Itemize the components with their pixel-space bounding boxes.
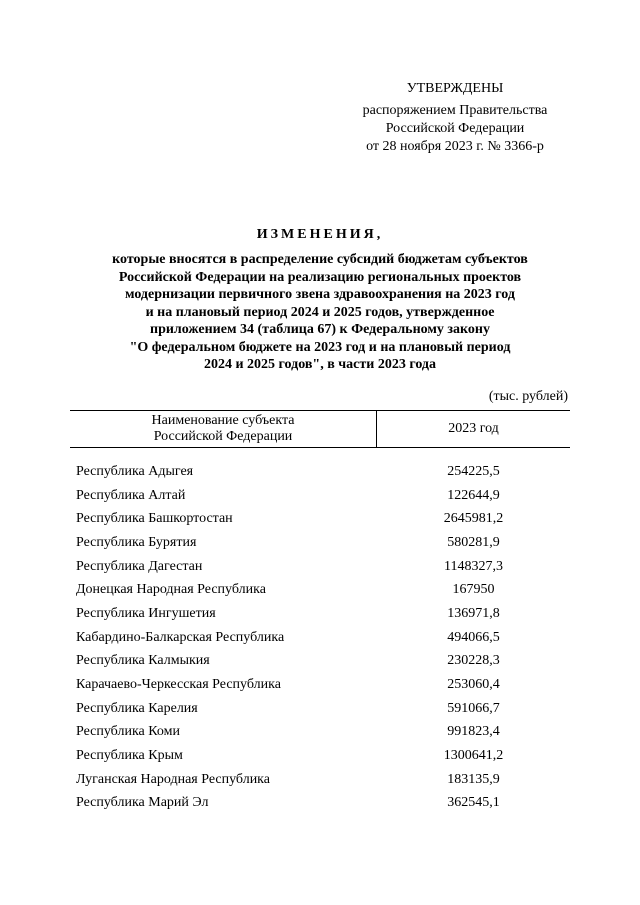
- subtitle-line: 2024 и 2025 годов", в части 2023 года: [203, 357, 437, 372]
- subject-name: Донецкая Народная Республика: [76, 582, 266, 598]
- subject-value: 591066,7: [447, 700, 500, 716]
- table-body: [70, 460, 570, 815]
- table-row: [70, 744, 570, 768]
- subject-value: 183135,9: [447, 771, 500, 787]
- table-row: [70, 721, 570, 745]
- subject-name: Республика Дагестан: [76, 558, 203, 574]
- subject-value: 2645981,2: [443, 511, 504, 527]
- subject-name: Карачаево-Черкесская Республика: [76, 677, 281, 693]
- subject-name: Республика Крым: [76, 748, 183, 764]
- subtitle-line: Российской Федерации на реализацию региональных проектов: [118, 269, 522, 285]
- subject-name: Луганская Народная Республика: [76, 771, 270, 787]
- subtitle-line: и на плановый период 2024 и 2025 годов, утвержденное: [145, 304, 495, 320]
- document-subtitle: [70, 251, 570, 374]
- subject-name: Республика Бурятия: [76, 534, 197, 550]
- subject-value: 167950: [452, 582, 495, 598]
- table-row: [70, 792, 570, 816]
- header-subject-line: Наименование субъекта: [151, 413, 295, 428]
- units-label: (тыс. рублей): [488, 389, 568, 404]
- subject-name: Кабардино-Балкарская Республика: [76, 629, 285, 645]
- table-row: [70, 768, 570, 792]
- document-title: ИЗМЕНЕНИЯ,: [256, 227, 384, 242]
- table-row: [70, 650, 570, 674]
- subtitle-line: "О федеральном бюджете на 2023 год и на плановый период: [129, 339, 511, 355]
- subject-value: 362545,1: [447, 795, 500, 811]
- subject-name: Республика Башкортостан: [76, 511, 233, 527]
- subtitle-line: приложением 34 (таблица 67) к Федеральному закону: [150, 322, 490, 337]
- subject-value: 580281,9: [447, 534, 500, 550]
- subtitle-line: которые вносятся в распределение субсидий бюджетам субъектов: [112, 252, 528, 267]
- subject-name: Республика Калмыкия: [76, 653, 210, 669]
- approval-block: [340, 80, 570, 156]
- table-row: [70, 602, 570, 626]
- subject-name: Республика Марий Эл: [76, 795, 209, 811]
- table-row: [70, 578, 570, 602]
- header-subject-line: Российской Федерации: [153, 429, 293, 444]
- table-row: [70, 626, 570, 650]
- subject-value: 1148327,3: [444, 558, 503, 574]
- subtitle-line: модернизации первичного звена здравоохранения на 2023 год: [124, 287, 515, 302]
- approval-heading: УТВЕРЖДЕНЫ: [406, 81, 504, 96]
- approval-line: Российской Федерации: [385, 121, 525, 136]
- subject-value: 253060,4: [447, 677, 500, 693]
- subject-value: 991823,4: [447, 724, 500, 740]
- table-row: [70, 507, 570, 531]
- header-year: 2023 год: [448, 421, 499, 436]
- subject-name: Республика Ингушетия: [76, 605, 216, 621]
- subject-name: Республика Коми: [76, 724, 180, 740]
- table-row: [70, 531, 570, 555]
- table-row: [70, 697, 570, 721]
- table-row: [70, 673, 570, 697]
- subject-value: 254225,5: [447, 463, 500, 479]
- approval-line: от 28 ноября 2023 г. № 3366-р: [366, 139, 544, 154]
- table-row: [70, 484, 570, 508]
- subject-name: Республика Карелия: [76, 700, 198, 716]
- table-row: [70, 460, 570, 484]
- table-row: [70, 555, 570, 579]
- subject-value: 1300641,2: [443, 748, 504, 764]
- approval-line: распоряжением Правительства: [362, 103, 548, 118]
- subject-value: 494066,5: [447, 629, 500, 645]
- header-subject-name: [70, 411, 377, 447]
- subject-value: 230228,3: [447, 653, 500, 669]
- subject-value: 136971,8: [447, 605, 500, 621]
- table-header: [70, 410, 570, 448]
- subject-name: Республика Адыгея: [76, 463, 194, 479]
- subject-value: 122644,9: [447, 487, 500, 503]
- subject-name: Республика Алтай: [76, 487, 186, 503]
